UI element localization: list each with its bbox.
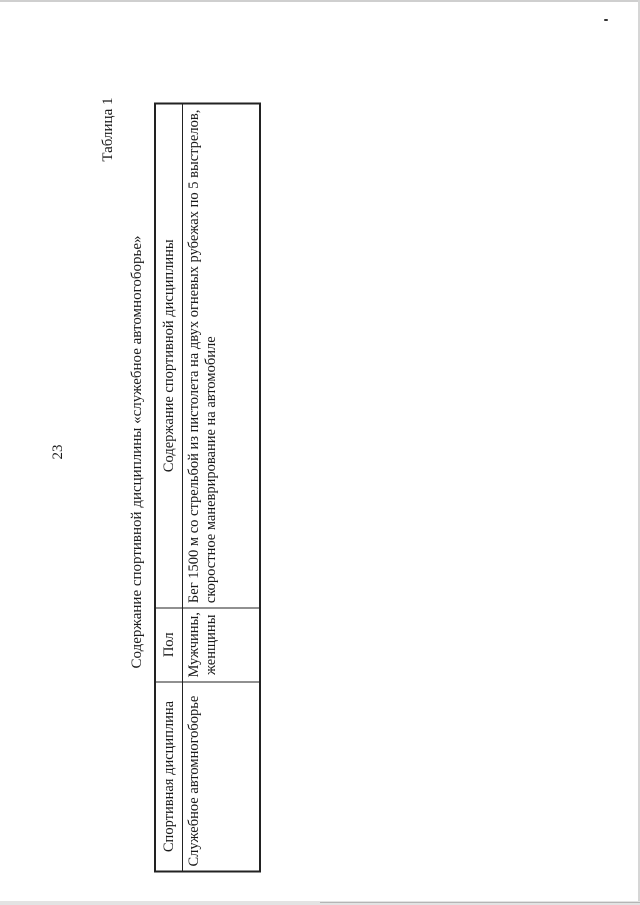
cell-discipline: Служебное автомногоборье [183, 682, 261, 872]
cell-sex-line2: женщины [203, 614, 219, 676]
table-row [183, 104, 261, 872]
cell-sex-line1: Мужчины, [186, 612, 202, 678]
discipline-table [154, 103, 261, 873]
page-number: 23 [50, 444, 66, 460]
cell-content: Бег 1500 м со стрельбой из пистолета на двух огневых рубежах по 5 выстрелов, скоростное маневрирование на автомобиле [183, 104, 261, 608]
cell-sex [183, 608, 261, 682]
header-content: Содержание спортивной дисциплины [155, 104, 183, 608]
table-caption: Содержание спортивной дисциплины «служебное автомногоборье» [129, 235, 145, 669]
header-sex: Пол [155, 608, 183, 682]
header-discipline: Спортивная дисциплина [155, 682, 183, 872]
table-label: Таблица 1 [100, 97, 116, 162]
table-header-row [155, 104, 183, 872]
